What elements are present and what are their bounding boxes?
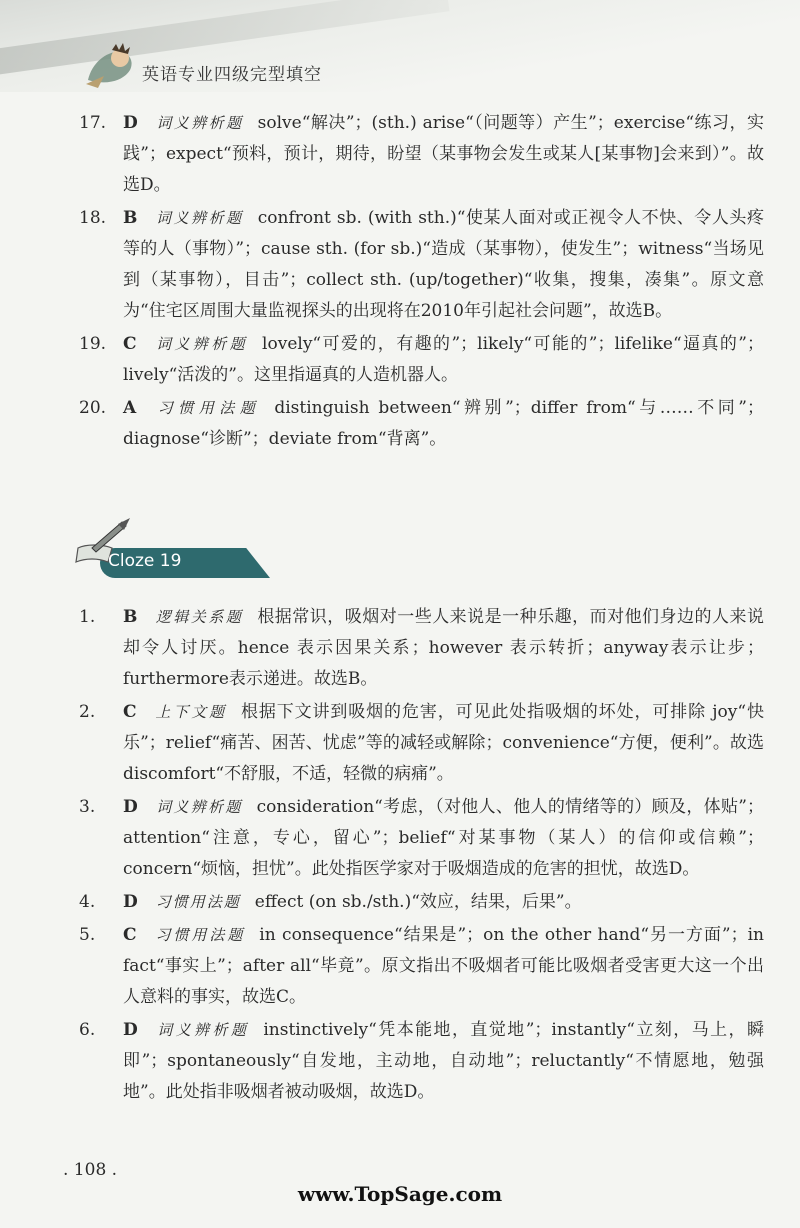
cartoon-mascot-icon — [82, 40, 138, 92]
question-number: 20. — [79, 398, 107, 418]
section-badge — [72, 518, 232, 582]
question-number: 2. — [79, 702, 96, 722]
question-type: 词义辨析题 — [155, 114, 244, 132]
book-title: 英语专业四级完型填空 — [142, 65, 322, 85]
section-title: Cloze 19 — [108, 551, 182, 571]
answer-list-cloze — [0, 602, 800, 1110]
question-type: 词义辨析题 — [155, 798, 243, 816]
question-number: 6. — [79, 1020, 96, 1040]
question-type: 习惯用法题 — [155, 893, 241, 911]
explanation-text: consideration“考虑，（对他人、他人的情绪等的）顾及，体贴”；attention“注意，专心，留心”；belief“对某事物（某人）的信仰或信赖”；concern“烦恼，担忧”。此处指医学家对于吸烟造成的危害的担忧，故选D。 — [123, 797, 764, 879]
answer-entry — [0, 697, 800, 790]
question-type: 词义辨析题 — [155, 1021, 250, 1039]
answer-letter: B — [123, 208, 138, 228]
explanation-text: distinguish between“辨别”；differ from“与……不同”；diagnose“诊断”；deviate from“背离”。 — [123, 398, 764, 449]
explanation-text: solve“解决”；(sth.) arise“（问题等）产生”；exercise“练习，实践”；expect“预料，预计，期待，盼望（某事物会发生或某人[某事物]会来到）”。故选D。 — [123, 113, 764, 195]
answer-list-top — [0, 108, 800, 457]
answer-entry — [0, 329, 800, 391]
explanation-text: instinctively“凭本能地，直觉地”；instantly“立刻，马上，瞬即”；spontaneously“自发地，主动地，自动地”；reluctantly“不情愿地，勉强地”。此处指非吸烟者被动吸烟，故选D。 — [123, 1020, 764, 1102]
question-type: 逻辑关系题 — [155, 608, 244, 626]
answer-letter: C — [123, 702, 137, 722]
question-number: 1. — [79, 607, 96, 627]
answer-letter: C — [123, 925, 137, 945]
answer-entry — [0, 108, 800, 201]
answer-entry — [0, 792, 800, 885]
answer-letter: C — [123, 334, 137, 354]
question-number: 18. — [79, 208, 107, 228]
answer-letter: D — [123, 797, 138, 817]
explanation-text: in consequence“结果是”；on the other hand“另一方面”；in fact“事实上”；after all“毕竟”。原文指出不吸烟者可能比吸烟者受害更大这一个出人意料的事实，故选C。 — [123, 925, 764, 1007]
question-number: 19. — [79, 334, 107, 354]
answer-entry — [0, 887, 800, 918]
page-number: . 108 . — [63, 1160, 118, 1180]
question-type: 词义辨析题 — [154, 335, 249, 353]
answer-entry — [0, 1015, 800, 1108]
explanation-text: lovely“可爱的，有趣的”；likely“可能的”；lifelike“逼真的”；lively“活泼的”。这里指逼真的人造机器人。 — [123, 334, 764, 385]
question-number: 17. — [79, 113, 107, 133]
explanation-text: effect (on sb./sth.)“效应，结果，后果”。 — [254, 892, 582, 912]
question-type: 上下文题 — [154, 703, 227, 721]
question-number: 5. — [79, 925, 96, 945]
question-type: 词义辨析题 — [155, 209, 244, 227]
answer-letter: D — [123, 892, 138, 912]
answer-entry — [0, 602, 800, 695]
answer-entry — [0, 203, 800, 327]
answer-letter: D — [123, 1020, 138, 1040]
question-type: 习惯用法题 — [154, 399, 261, 417]
answer-entry — [0, 920, 800, 1013]
answer-letter: D — [123, 113, 138, 133]
site-url: www.TopSage.com — [297, 1182, 503, 1206]
answer-letter: A — [123, 398, 137, 418]
explanation-text: 根据下文讲到吸烟的危害，可见此处指吸烟的坏处，可排除 joy“快乐”；relief“痛苦、困苦、忧虑”等的减轻或解除；convenience“方便，便利”。故选 discomfort“不舒服，不适，轻微的病痛”。 — [123, 702, 764, 784]
answer-letter: B — [123, 607, 138, 627]
explanation-text: 根据常识，吸烟对一些人来说是一种乐趣，而对他们身边的人来说却令人讨厌。hence 表示因果关系；however 表示转折；anyway表示让步；furthermore表示递进。故选B。 — [123, 607, 764, 689]
question-number: 3. — [79, 797, 96, 817]
question-number: 4. — [79, 892, 96, 912]
answer-entry — [0, 393, 800, 455]
explanation-text: confront sb. (with sth.)“使某人面对或正视令人不快、令人头疼等的人（事物）”；cause sth. (for sb.)“造成（某事物），使发生”；witness“当场见到（某事物），目击”；collect sth. (up/together)“收集，搜集，凑集”。原文意为“住宅区周围大量监视探头的出现将在2010年引起社会问题”，故选B。 — [123, 208, 764, 321]
question-type: 习惯用法题 — [154, 926, 246, 944]
